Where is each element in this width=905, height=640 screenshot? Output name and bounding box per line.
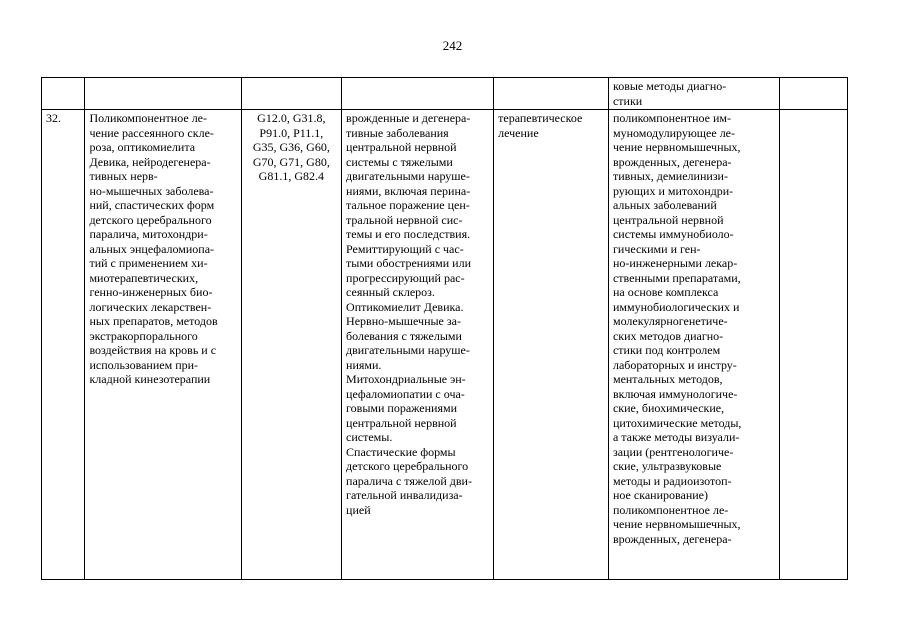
text-line: миотерапевтических, [89,270,199,285]
text-line: G70, G71, G80, [252,154,330,169]
text-line: молекулярногенетиче- [612,314,728,328]
text-line: Митохондриальные эн- [346,372,466,386]
text-line: экстракорпорального [89,328,198,343]
text-line: центральной нервной [346,415,457,430]
text-line: системы. [346,430,393,444]
text-line: гическими и ген- [612,241,701,256]
procedures-table [41,77,848,580]
text-line: ковые методы диагно- [612,79,727,93]
text-line: ний, спастических форм [89,198,215,212]
text-line: тальное поражение цен- [346,198,470,212]
text-line: тыми обострениями или [346,256,472,270]
text-line: альных энцефаломиопа- [89,241,215,256]
text-line: иммунобиологических и [612,299,740,314]
text-line: ниями, включая перина- [346,183,471,198]
text-line: тивных, демиелинизи- [612,169,728,183]
text-line: детского церебрального [89,212,212,227]
text-line: ментальных методов, [612,372,723,386]
text-line: ниями. [346,357,382,372]
text-line: Ремиттирующий с час- [346,241,464,256]
text-line: терапевтическое [498,111,583,125]
cell-method-continuation [608,78,779,110]
text-line: ственными препаратами, [612,270,741,285]
text-line: но-инженерными лекар- [612,256,738,270]
cell-type-empty [494,78,609,110]
text-line: паралича, митохондри- [89,227,208,241]
text-line: Нервно-мышечные за- [346,314,461,328]
text-line: ских методов диагно- [612,328,724,343]
text-line: лечение [498,125,539,140]
text-line: тивные заболевания [346,125,449,140]
text-line: а также методы визуали- [612,430,740,444]
cell-last [779,110,847,580]
patient-model [342,110,494,580]
text-line: тральной нервной сис- [346,212,463,227]
cell-model-empty [342,78,494,110]
text-line: тий с применением хи- [89,256,208,270]
text-line: сеянный склероз. [346,285,435,299]
treatment-type [494,110,609,580]
text-line: стики [612,93,643,108]
text-line: поликомпонентное ле- [612,502,729,517]
text-line: цитохимические методы, [612,415,742,430]
text-line: G12.0, G31.8, [257,111,326,125]
cell-number-empty [42,78,85,110]
text-line: но-мышечных заболева- [89,183,214,198]
text-line: ное сканирование) [612,488,709,502]
continuation-row [42,78,848,110]
text-line: Спастические формы [346,444,456,459]
text-line: болевания с тяжелыми [346,328,462,343]
text-line: ские, биохимические, [612,401,725,415]
text-line: методы и радиоизотоп- [612,473,732,488]
text-line: альных заболеваний [612,198,717,212]
text-line: стики под контролем [612,343,721,357]
text-line: поликомпонентное им- [612,111,731,125]
text-line: Девика, нейродегенера- [89,154,211,169]
text-line: говыми поражениями [346,401,457,415]
text-line: центральной нервной [346,140,457,154]
row-number: 32. [42,110,85,580]
cell-last-empty [779,78,847,110]
text-line: чение рассеянного скле- [89,125,214,140]
text-line: муномодулирующее ле- [612,125,736,140]
text-line: Оптикомиелит Девика. [346,299,464,314]
text-line: роза, оптикомиелита [89,140,196,154]
text-line: включая иммунологиче- [612,386,738,401]
text-line: рующих и митохондри- [612,183,734,198]
text-line: чение нервномышечных, [612,140,741,154]
text-line: зации (рентгенологиче- [612,444,734,459]
text-line: двигательными наруше- [346,169,470,183]
text-line: P91.0, P11.1, [259,125,324,140]
text-line: врожденные и дегенера- [346,111,471,125]
page-number: 242 [442,38,463,53]
text-line: гательной инвалидиза- [346,488,463,502]
text-line: G35, G36, G60, [252,140,330,154]
text-line: ных препаратов, методов [89,314,218,328]
text-line: ские, ультразвуковые [612,459,722,473]
text-line: прогрессирующий рас- [346,270,465,285]
icd-codes [241,110,341,580]
text-line: системы с тяжелыми [346,154,453,169]
text-line: системы иммунобиоло- [612,227,734,241]
text-line: двигательными наруше- [346,343,470,357]
text-line: Поликомпонентное ле- [89,111,207,125]
text-line: цефаломиопатии с оча- [346,386,465,401]
text-line: G81.1, G82.4 [258,169,325,183]
text-line: тивных нерв- [89,169,158,183]
table-row [42,110,848,580]
text-line: центральной нервной [612,212,724,227]
text-line: воздействия на кровь и с [89,343,217,357]
text-line: детского церебрального [346,459,469,473]
text-line: логических лекарствен- [89,299,212,314]
cell-codes-empty [241,78,341,110]
text-line: лабораторных и инстру- [612,357,737,372]
text-line: использованием при- [89,357,199,372]
text-line: кладной кинезотерапии [89,372,211,386]
cell-name-empty [85,78,241,110]
text-line: паралича с тяжелой дви- [346,473,472,488]
text-line: чение нервномышечных, [612,517,741,531]
text-line: на основе комплекса [612,285,719,299]
text-line: врожденных, дегенера- [612,154,732,169]
text-line: врожденных, дегенера- [612,531,732,546]
treatment-method [608,110,779,580]
procedure-name [85,110,241,580]
text-line: темы и его последствия. [346,227,471,241]
text-line: генно-инженерных био- [89,285,213,299]
text-line: цией [346,502,371,517]
